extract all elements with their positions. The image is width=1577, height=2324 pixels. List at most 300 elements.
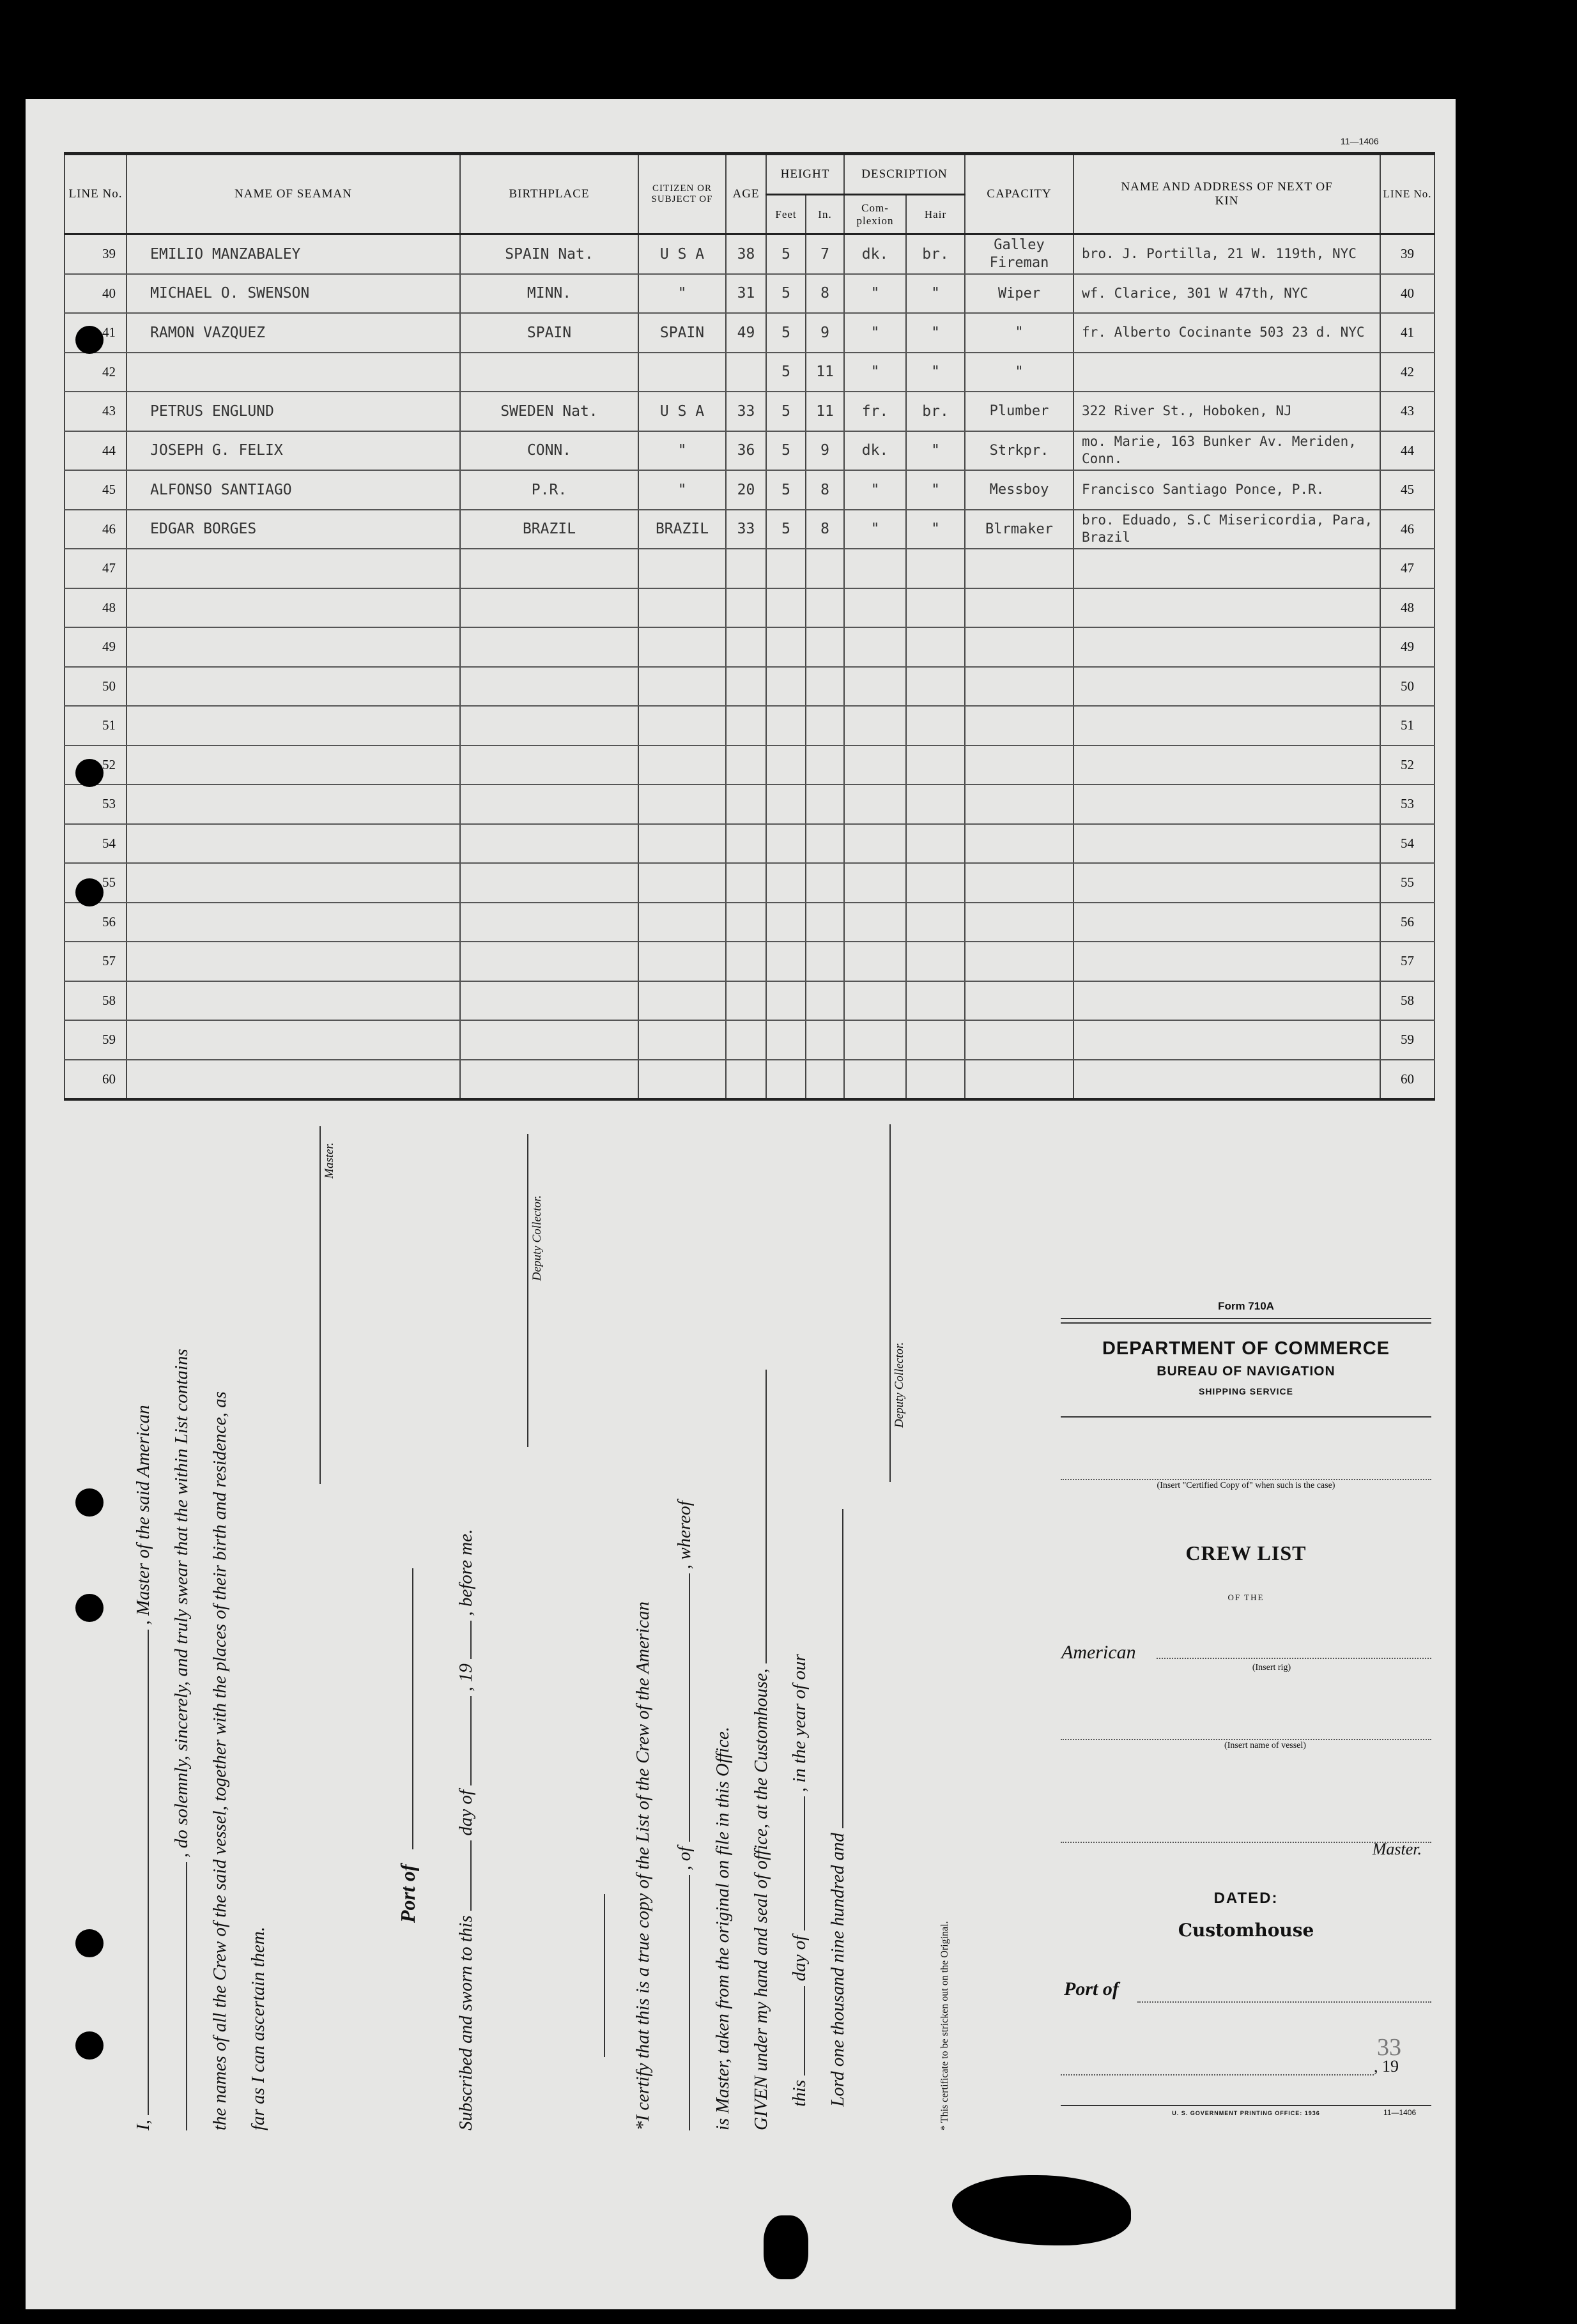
cert-note: * This certificate to be stricken out on the Original. — [939, 1921, 950, 2130]
cert-19: , 19 — [456, 1663, 476, 1692]
complexion-cell — [844, 942, 906, 981]
capacity-cell: Strkpr. — [965, 431, 1073, 471]
height-inches-cell — [806, 981, 844, 1021]
next-of-kin-cell — [1073, 1060, 1380, 1100]
seaman-name-cell: EMILIO MANZABALEY — [127, 234, 460, 274]
cover-customhouse: Customhouse — [1178, 1920, 1314, 1941]
seaman-name-cell — [127, 942, 460, 981]
complexion-cell — [844, 1020, 906, 1060]
cert-certify: *I certify that this is a true copy of the List of the Crew of the American — [633, 1601, 653, 2130]
height-inches-cell — [806, 1020, 844, 1060]
table-row — [65, 942, 1435, 981]
height-feet-cell — [766, 745, 806, 785]
cover-crew-list: CREW LIST — [1185, 1541, 1307, 1564]
age-cell: 31 — [726, 274, 766, 314]
next-of-kin-cell — [1073, 353, 1380, 392]
seaman-name-cell — [127, 903, 460, 942]
next-of-kin-cell: fr. Alberto Cocinante 503 23 d. NYC — [1073, 313, 1380, 353]
seaman-name-cell: ALFONSO SANTIAGO — [127, 470, 460, 510]
capacity-cell: Messboy — [965, 470, 1073, 510]
complexion-cell — [844, 667, 906, 707]
line-number-right-cell: 48 — [1380, 588, 1435, 628]
line-number-right-cell: 51 — [1380, 706, 1435, 745]
cert-lord: Lord one thousand nine hundred and — [827, 1832, 848, 2107]
capacity-cell — [965, 627, 1073, 667]
next-of-kin-cell — [1073, 745, 1380, 785]
height-feet-cell — [766, 981, 806, 1021]
complexion-cell — [844, 824, 906, 864]
hair-cell — [906, 1020, 965, 1060]
header-birthplace: BIRTHPLACE — [460, 154, 638, 234]
citizen-cell: SPAIN — [638, 313, 726, 353]
line-number-cell: 50 — [65, 667, 127, 707]
line-number-right-cell: 55 — [1380, 863, 1435, 903]
line-number-right-cell: 41 — [1380, 313, 1435, 353]
line-number-right-cell: 54 — [1380, 824, 1435, 864]
hair-cell: " — [906, 470, 965, 510]
citizen-cell — [638, 863, 726, 903]
birthplace-cell: BRAZIL — [460, 510, 638, 549]
complexion-cell — [844, 1060, 906, 1100]
seaman-name-cell: RAMON VAZQUEZ — [127, 313, 460, 353]
cert-deputy-collector-2: Deputy Collector. — [893, 1342, 906, 1428]
punch-hole — [75, 1929, 104, 1957]
height-inches-cell — [806, 1060, 844, 1100]
capacity-cell — [965, 942, 1073, 981]
punch-hole — [75, 1488, 104, 1517]
height-feet-cell — [766, 549, 806, 588]
line-number-right-cell: 59 — [1380, 1020, 1435, 1060]
line-number-right-cell: 40 — [1380, 274, 1435, 314]
line-number-cell: 44 — [65, 431, 127, 471]
capacity-cell — [965, 903, 1073, 942]
cover-department: DEPARTMENT OF COMMERCE — [1102, 1338, 1390, 1359]
next-of-kin-cell: bro. J. Portilla, 21 W. 119th, NYC — [1073, 234, 1380, 274]
hair-cell: " — [906, 510, 965, 549]
line-number-cell: 58 — [65, 981, 127, 1021]
height-inches-cell — [806, 784, 844, 824]
birthplace-cell — [460, 824, 638, 864]
hair-cell — [906, 549, 965, 588]
hair-cell: " — [906, 353, 965, 392]
line-number-cell: 54 — [65, 824, 127, 864]
line-number-right-cell: 46 — [1380, 510, 1435, 549]
complexion-cell: fr. — [844, 392, 906, 431]
seaman-name-cell — [127, 549, 460, 588]
cover-service: SHIPPING SERVICE — [1198, 1386, 1293, 1396]
complexion-cell — [844, 784, 906, 824]
line-number-cell: 48 — [65, 588, 127, 628]
hair-cell — [906, 824, 965, 864]
cover-insert-cert: (Insert "Certified Copy of" when such is the case) — [1157, 1481, 1335, 1490]
seaman-name-cell — [127, 824, 460, 864]
complexion-cell: " — [844, 353, 906, 392]
seaman-name-cell — [127, 667, 460, 707]
cover-form-bottom: 11—1406 — [1383, 2108, 1417, 2117]
header-description: DESCRIPTION — [844, 154, 965, 195]
table-row — [65, 470, 1435, 510]
table-row — [65, 863, 1435, 903]
cover-form-number: Form 710A — [1218, 1300, 1274, 1312]
height-inches-cell — [806, 667, 844, 707]
height-inches-cell: 8 — [806, 274, 844, 314]
citizen-cell — [638, 706, 726, 745]
capacity-cell: Wiper — [965, 274, 1073, 314]
line-number-right-cell: 39 — [1380, 234, 1435, 274]
complexion-cell — [844, 588, 906, 628]
age-cell — [726, 1020, 766, 1060]
height-inches-cell — [806, 549, 844, 588]
birthplace-cell: CONN. — [460, 431, 638, 471]
age-cell — [726, 353, 766, 392]
table-row — [65, 784, 1435, 824]
header-complexion: Com- plexion — [844, 195, 906, 234]
height-inches-cell: 7 — [806, 234, 844, 274]
seaman-name-cell: MICHAEL O. SWENSON — [127, 274, 460, 314]
cover-dated: DATED: — [1213, 1890, 1279, 1907]
line-number-cell: 51 — [65, 706, 127, 745]
cover-port-of: Port of — [1064, 1978, 1119, 1999]
table-row — [65, 510, 1435, 549]
line-number-right-cell: 58 — [1380, 981, 1435, 1021]
crew-table — [64, 152, 1435, 1101]
header-line-no-right: LINE No. — [1380, 154, 1435, 234]
line-number-cell: 42 — [65, 353, 127, 392]
line-number-right-cell: 45 — [1380, 470, 1435, 510]
capacity-cell — [965, 784, 1073, 824]
birthplace-cell: SPAIN — [460, 313, 638, 353]
complexion-cell: " — [844, 470, 906, 510]
height-inches-cell — [806, 903, 844, 942]
cert-day-of: day of — [456, 1790, 476, 1836]
complexion-cell: dk. — [844, 234, 906, 274]
age-cell — [726, 745, 766, 785]
hair-cell: br. — [906, 392, 965, 431]
next-of-kin-cell — [1073, 942, 1380, 981]
table-row — [65, 667, 1435, 707]
birthplace-cell — [460, 981, 638, 1021]
age-cell: 36 — [726, 431, 766, 471]
capacity-cell: Galley Fireman — [965, 234, 1073, 274]
header-inches: In. — [806, 195, 844, 234]
header-height: HEIGHT — [766, 154, 844, 195]
cert-i: I, — [133, 2120, 153, 2130]
seaman-name-cell — [127, 1060, 460, 1100]
table-row — [65, 745, 1435, 785]
birthplace-cell — [460, 784, 638, 824]
line-number-cell: 47 — [65, 549, 127, 588]
citizen-cell — [638, 903, 726, 942]
seaman-name-cell — [127, 1020, 460, 1060]
table-row — [65, 274, 1435, 314]
citizen-cell — [638, 1020, 726, 1060]
line-number-cell: 57 — [65, 942, 127, 981]
citizen-cell: " — [638, 431, 726, 471]
height-feet-cell: 5 — [766, 392, 806, 431]
cert-master-of: , Master of the said American — [133, 1405, 153, 1625]
height-feet-cell: 5 — [766, 274, 806, 314]
complexion-cell: " — [844, 274, 906, 314]
height-feet-cell — [766, 784, 806, 824]
citizen-cell — [638, 667, 726, 707]
header-kin: NAME AND ADDRESS OF NEXT OF KIN — [1073, 154, 1380, 234]
table-row — [65, 313, 1435, 353]
citizen-cell: " — [638, 274, 726, 314]
punch-hole — [75, 326, 104, 354]
line-number-cell: 43 — [65, 392, 127, 431]
birthplace-cell — [460, 1020, 638, 1060]
cert-is-master: is Master, taken from the original on file in this Office. — [712, 1726, 733, 2130]
cert-master-label: Master. — [323, 1142, 336, 1179]
seaman-name-cell — [127, 981, 460, 1021]
line-number-cell: 60 — [65, 1060, 127, 1100]
height-feet-cell — [766, 1060, 806, 1100]
age-cell: 33 — [726, 510, 766, 549]
age-cell — [726, 549, 766, 588]
age-cell — [726, 784, 766, 824]
height-inches-cell: 8 — [806, 470, 844, 510]
complexion-cell: " — [844, 313, 906, 353]
next-of-kin-cell — [1073, 1020, 1380, 1060]
height-inches-cell — [806, 824, 844, 864]
complexion-cell — [844, 706, 906, 745]
age-cell — [726, 824, 766, 864]
seaman-name-cell — [127, 745, 460, 785]
line-number-right-cell: 57 — [1380, 942, 1435, 981]
next-of-kin-cell — [1073, 667, 1380, 707]
height-inches-cell — [806, 863, 844, 903]
citizen-cell — [638, 627, 726, 667]
header-feet: Feet — [766, 195, 806, 234]
age-cell — [726, 627, 766, 667]
header-age: AGE — [726, 154, 766, 234]
age-cell — [726, 588, 766, 628]
certificate-block — [83, 1121, 997, 2130]
seaman-name-cell: PETRUS ENGLUND — [127, 392, 460, 431]
table-row — [65, 588, 1435, 628]
birthplace-cell — [460, 549, 638, 588]
citizen-cell: U S A — [638, 234, 726, 274]
seaman-name-cell: EDGAR BORGES — [127, 510, 460, 549]
height-inches-cell: 9 — [806, 431, 844, 471]
hair-cell — [906, 706, 965, 745]
table-row — [65, 903, 1435, 942]
hair-cell: " — [906, 431, 965, 471]
cover-panel — [1058, 1294, 1435, 2137]
line-number-right-cell: 56 — [1380, 903, 1435, 942]
line-number-right-cell: 43 — [1380, 392, 1435, 431]
hair-cell — [906, 903, 965, 942]
table-row — [65, 392, 1435, 431]
birthplace-cell — [460, 588, 638, 628]
next-of-kin-cell — [1073, 784, 1380, 824]
citizen-cell — [638, 824, 726, 864]
birthplace-cell — [460, 863, 638, 903]
seaman-name-cell — [127, 627, 460, 667]
citizen-cell — [638, 549, 726, 588]
next-of-kin-cell: Francisco Santiago Ponce, P.R. — [1073, 470, 1380, 510]
capacity-cell — [965, 824, 1073, 864]
age-cell — [726, 903, 766, 942]
table-row — [65, 353, 1435, 392]
line-number-right-cell: 42 — [1380, 353, 1435, 392]
hair-cell — [906, 981, 965, 1021]
height-inches-cell: 9 — [806, 313, 844, 353]
next-of-kin-cell — [1073, 706, 1380, 745]
height-feet-cell: 5 — [766, 510, 806, 549]
line-number-cell: 41 — [65, 313, 127, 353]
height-feet-cell: 5 — [766, 470, 806, 510]
cert-ascertain: far as I can ascertain them. — [248, 1927, 268, 2130]
height-inches-cell — [806, 745, 844, 785]
height-feet-cell: 5 — [766, 353, 806, 392]
next-of-kin-cell: mo. Marie, 163 Bunker Av. Meriden, Conn. — [1073, 431, 1380, 471]
cert-given: GIVEN under my hand and seal of office, at the Customhouse, — [751, 1668, 771, 2130]
line-number-right-cell: 50 — [1380, 667, 1435, 707]
paper-damage — [764, 2215, 808, 2279]
cover-stamp: 33 — [1377, 2034, 1401, 2061]
birthplace-cell: SWEDEN Nat. — [460, 392, 638, 431]
cert-swear: , do solemnly, sincerely, and truly swear that the within List contains — [171, 1349, 192, 1858]
birthplace-cell — [460, 627, 638, 667]
capacity-cell — [965, 745, 1073, 785]
citizen-cell — [638, 784, 726, 824]
cert-before-me: , before me. — [456, 1529, 476, 1616]
line-number-cell: 49 — [65, 627, 127, 667]
table-row — [65, 1020, 1435, 1060]
birthplace-cell — [460, 1060, 638, 1100]
citizen-cell — [638, 353, 726, 392]
seaman-name-cell — [127, 863, 460, 903]
complexion-cell — [844, 863, 906, 903]
table-row — [65, 1060, 1435, 1100]
cover-of-the: OF THE — [1227, 1593, 1265, 1602]
punch-hole — [75, 2031, 104, 2060]
hair-cell: br. — [906, 234, 965, 274]
age-cell: 49 — [726, 313, 766, 353]
height-feet-cell — [766, 667, 806, 707]
age-cell — [726, 863, 766, 903]
height-feet-cell — [766, 588, 806, 628]
height-feet-cell: 5 — [766, 431, 806, 471]
citizen-cell: U S A — [638, 392, 726, 431]
height-feet-cell — [766, 627, 806, 667]
complexion-cell — [844, 981, 906, 1021]
header-name: NAME OF SEAMAN — [127, 154, 460, 234]
cert-of: , of — [674, 1846, 695, 1870]
complexion-cell — [844, 745, 906, 785]
height-feet-cell: 5 — [766, 313, 806, 353]
line-number-cell: 45 — [65, 470, 127, 510]
line-number-cell: 56 — [65, 903, 127, 942]
line-number-right-cell: 60 — [1380, 1060, 1435, 1100]
height-feet-cell — [766, 824, 806, 864]
cert-names: the names of all the Crew of the said vessel, together with the places of their birth and residence, as — [210, 1391, 230, 2130]
line-number-cell: 52 — [65, 745, 127, 785]
birthplace-cell — [460, 903, 638, 942]
table-row — [65, 981, 1435, 1021]
next-of-kin-cell — [1073, 903, 1380, 942]
hair-cell — [906, 745, 965, 785]
age-cell — [726, 667, 766, 707]
complexion-cell — [844, 627, 906, 667]
hair-cell — [906, 863, 965, 903]
capacity-cell: Plumber — [965, 392, 1073, 431]
age-cell: 20 — [726, 470, 766, 510]
age-cell — [726, 981, 766, 1021]
birthplace-cell — [460, 706, 638, 745]
birthplace-cell — [460, 667, 638, 707]
line-number-cell: 55 — [65, 863, 127, 903]
height-inches-cell — [806, 942, 844, 981]
complexion-cell: dk. — [844, 431, 906, 471]
capacity-cell — [965, 588, 1073, 628]
next-of-kin-cell — [1073, 824, 1380, 864]
capacity-cell — [965, 863, 1073, 903]
birthplace-cell: SPAIN Nat. — [460, 234, 638, 274]
punch-hole — [75, 1594, 104, 1622]
hair-cell — [906, 942, 965, 981]
height-inches-cell: 11 — [806, 392, 844, 431]
next-of-kin-cell: 322 River St., Hoboken, NJ — [1073, 392, 1380, 431]
height-feet-cell — [766, 1020, 806, 1060]
seaman-name-cell — [127, 588, 460, 628]
line-number-cell: 40 — [65, 274, 127, 314]
next-of-kin-cell — [1073, 981, 1380, 1021]
line-number-right-cell: 49 — [1380, 627, 1435, 667]
hair-cell — [906, 667, 965, 707]
cover-american: American — [1061, 1642, 1136, 1663]
table-row — [65, 824, 1435, 864]
citizen-cell: BRAZIL — [638, 510, 726, 549]
hair-cell — [906, 627, 965, 667]
table-row — [65, 234, 1435, 274]
hair-cell: " — [906, 313, 965, 353]
cover-master: Master. — [1372, 1840, 1422, 1858]
seaman-name-cell: JOSEPH G. FELIX — [127, 431, 460, 471]
citizen-cell — [638, 588, 726, 628]
punch-hole — [75, 759, 104, 787]
table-row — [65, 549, 1435, 588]
height-feet-cell — [766, 863, 806, 903]
age-cell — [726, 1060, 766, 1100]
cover-year: , 19 — [1374, 2057, 1399, 2076]
complexion-cell — [844, 549, 906, 588]
height-feet-cell: 5 — [766, 234, 806, 274]
line-number-cell: 39 — [65, 234, 127, 274]
height-inches-cell — [806, 588, 844, 628]
age-cell — [726, 706, 766, 745]
capacity-cell: " — [965, 353, 1073, 392]
cover-gpo: U. S. GOVERNMENT PRINTING OFFICE: 1936 — [1172, 2110, 1320, 2116]
line-number-right-cell: 47 — [1380, 549, 1435, 588]
next-of-kin-cell — [1073, 627, 1380, 667]
height-inches-cell — [806, 627, 844, 667]
complexion-cell: " — [844, 510, 906, 549]
cover-insert-name: (Insert name of vessel) — [1224, 1741, 1306, 1750]
cover-insert-rig: (Insert rig) — [1252, 1663, 1291, 1672]
birthplace-cell: P.R. — [460, 470, 638, 510]
capacity-cell — [965, 706, 1073, 745]
line-number-right-cell: 44 — [1380, 431, 1435, 471]
age-cell — [726, 942, 766, 981]
form-number-top: 11—1406 — [1341, 136, 1379, 146]
capacity-cell — [965, 981, 1073, 1021]
header-capacity: CAPACITY — [965, 154, 1073, 234]
next-of-kin-cell — [1073, 588, 1380, 628]
citizen-cell — [638, 745, 726, 785]
citizen-cell — [638, 981, 726, 1021]
